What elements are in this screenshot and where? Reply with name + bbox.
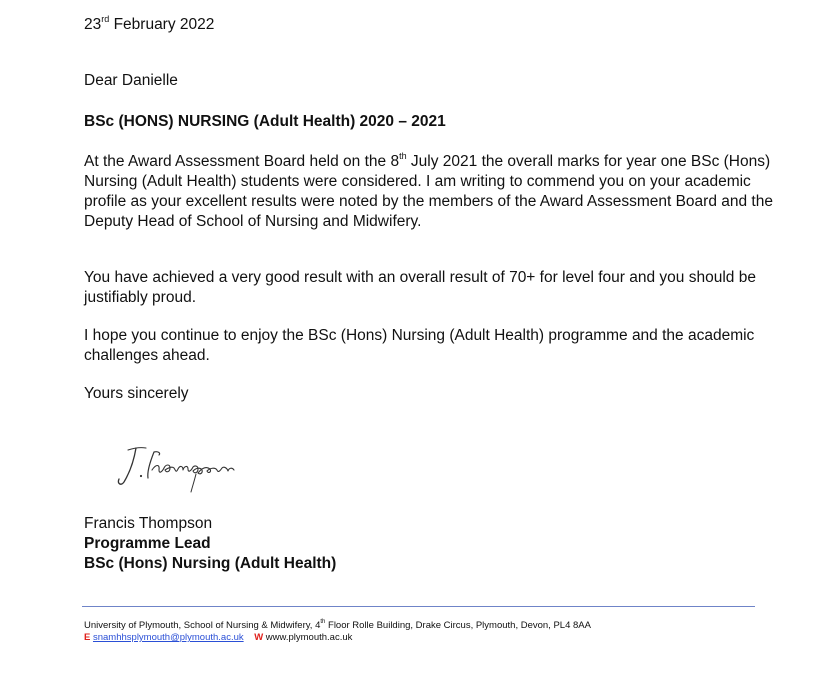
web-label: W <box>254 632 264 643</box>
p1-sup: th <box>399 150 407 161</box>
letter-date <box>84 15 214 35</box>
paragraph-continue: I hope you continue to enjoy the BSc (Hons) Nursing (Adult Health) programme and the academic challenges ahead. <box>84 327 755 364</box>
signer-role: Programme Lead <box>84 535 211 552</box>
signer-programme: BSc (Hons) Nursing (Adult Health) <box>84 555 337 572</box>
p1-text-a: At the Award Assessment Board held on the 8 <box>84 153 400 170</box>
paragraph-result: You have achieved a very good result with an overall result of 70+ for level four and you should be justifiably proud. <box>84 269 756 306</box>
web-link[interactable]: www.plymouth.ac.uk <box>265 632 353 643</box>
subject-heading: BSc (HONS) NURSING (Adult Health) 2020 – 2021 <box>84 113 446 130</box>
footer-address <box>84 620 591 632</box>
closing: Yours sincerely <box>84 385 189 402</box>
paragraph-award-board <box>84 152 774 232</box>
signer-name: Francis Thompson <box>84 515 213 532</box>
signature-graphic <box>114 438 244 494</box>
email-link[interactable]: snamhhsplymouth@plymouth.ac.uk <box>92 632 244 643</box>
footer-address-sup: th <box>320 618 326 625</box>
salutation: Dear Danielle <box>84 72 178 89</box>
p1-text-b: July 2021 the overall marks for year one BSc (Hons) Nursing (Adult Health) students were considered. I am writing to commend you on your academic profile as your excellent results were noted by the members of the Award Assessment Board and the Deputy Head of School of Nursing and Midwifery. <box>84 153 773 230</box>
handwritten-signature <box>114 438 244 500</box>
footer-contacts <box>84 632 591 644</box>
date-rest: February 2022 <box>109 16 215 33</box>
footer <box>84 620 591 644</box>
signer-block <box>84 514 336 574</box>
email-label: E <box>84 632 91 643</box>
date-day: 23 <box>84 16 102 33</box>
date-suffix: rd <box>101 13 110 24</box>
footer-divider <box>82 606 755 607</box>
footer-address-b: Floor Rolle Building, Drake Circus, Plymouth, Devon, PL4 8AA <box>325 620 591 631</box>
footer-address-a: University of Plymouth, School of Nursing & Midwifery, 4 <box>84 620 321 631</box>
